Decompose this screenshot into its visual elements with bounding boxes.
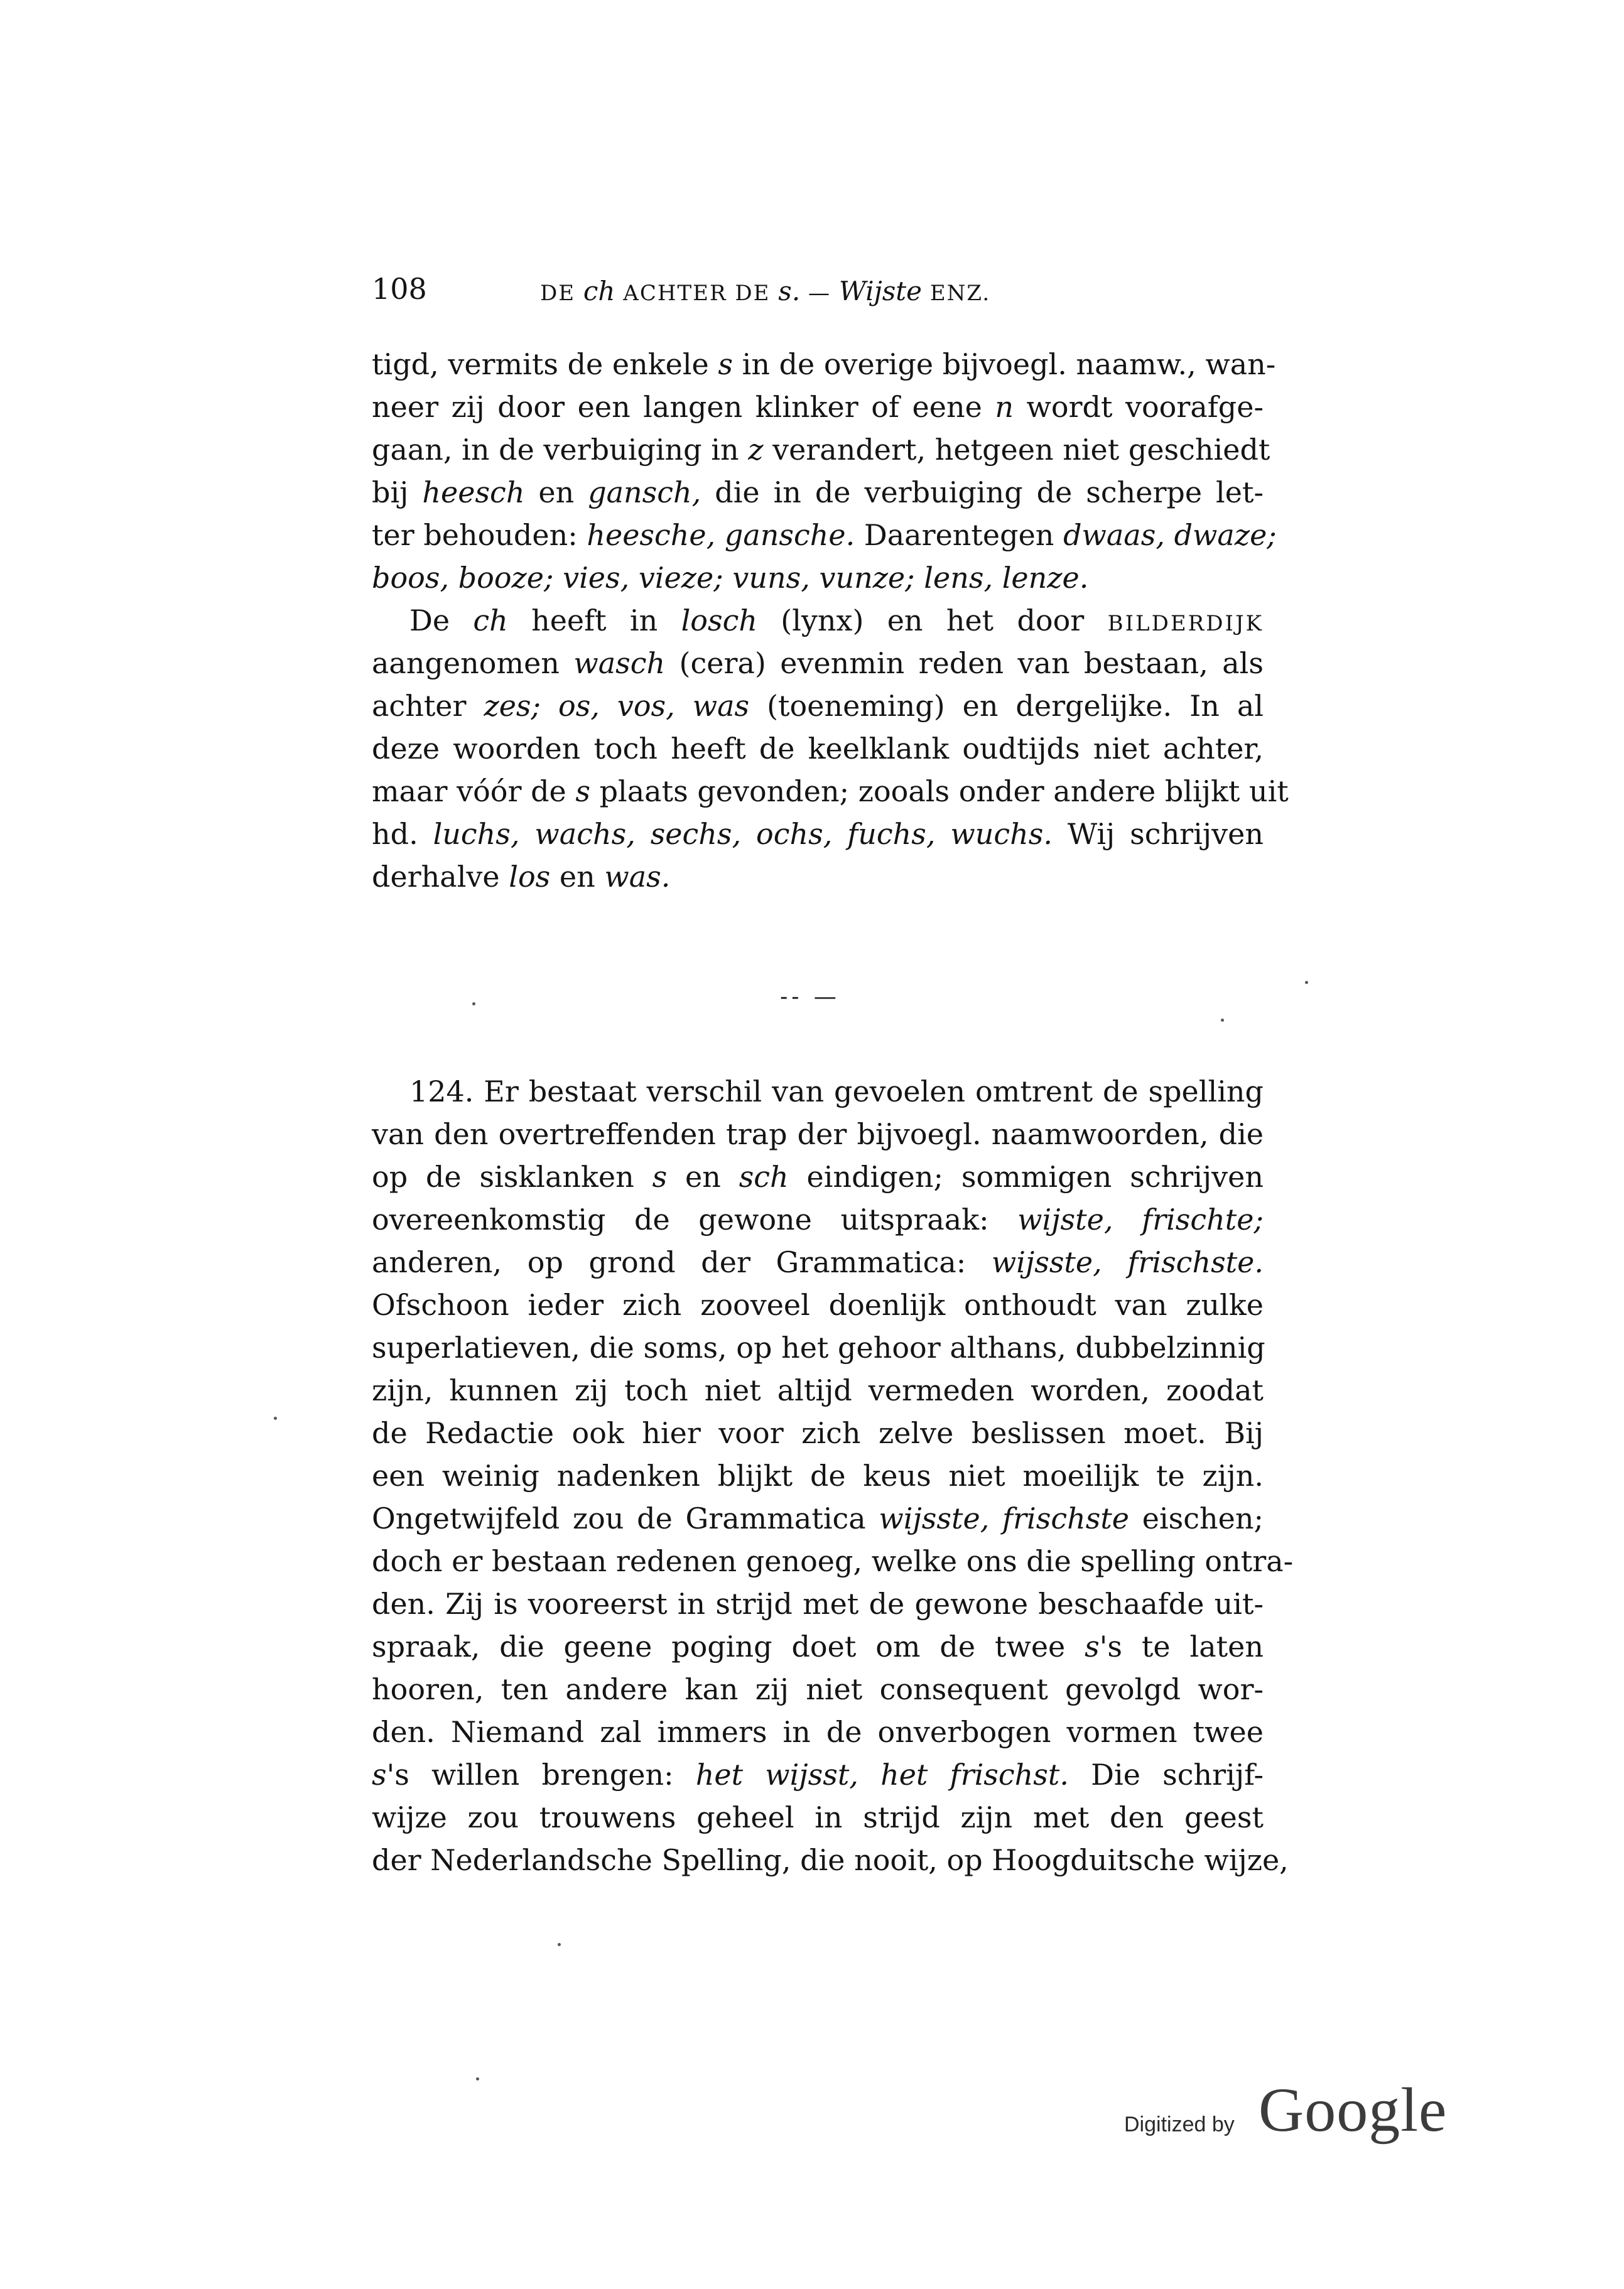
text-run: aangenomen [372,646,574,680]
text-run: doch er bestaan redenen genoeg, welke ons die spelling ontra- [372,1544,1294,1578]
italic-term: heesch [422,475,525,509]
text-run: 124. Er bestaat verschil van gevoelen omtrent de spelling [409,1074,1264,1108]
text-run: wordt voorafge- [1013,390,1264,424]
text-run: Daarentegen [855,518,1064,552]
running-header [372,270,1270,308]
print-speck [558,1943,561,1946]
text-line [372,1668,1264,1711]
text-run: eindigen; sommigen schrijven [788,1160,1264,1194]
text-run: een weinig nadenken blijkt de keus niet moeilijk te zijn. [372,1459,1264,1493]
text-line [372,386,1264,428]
text-run: van den overtreffenden trap der bijvoegl. naamwoorden, die [372,1117,1264,1151]
text-run: den. Niemand zal immers in de onverbogen vormen twee [372,1715,1264,1749]
italic-term: wijsste, frischste. [991,1245,1264,1279]
text-run: maar vóór de [372,774,576,808]
text-line [372,855,1264,898]
text-run: neer zij door een langen klinker of eene [372,390,995,424]
italic-term: wasch [573,646,666,680]
small-caps-name: BILDERDIJK [1107,611,1264,636]
text-run: 's te laten [1099,1630,1264,1664]
text-run: zijn, kunnen zij toch niet altijd vermeden worden, zoodat [372,1373,1264,1407]
text-line [372,813,1264,855]
section-separator: -- — [780,984,840,1010]
italic-term: het wijsst, het frischst. [695,1758,1069,1792]
italic-term: heesche, gansche. [587,518,855,552]
italic-term: wijsste, frischste [879,1502,1130,1535]
text-run: gaan, in de verbuiging in [372,433,749,467]
text-run: de Redactie ook hier voor zich zelve beslissen moet. Bij [372,1416,1264,1450]
text-run: plaats gevonden; zooals onder andere blijkt uit [590,774,1289,808]
text-run: hd. [372,817,433,851]
text-run: 's willen brengen: [386,1758,696,1792]
italic-term: losch [681,603,757,637]
print-speck [472,1002,475,1005]
text-run: tigd, vermits de enkele [372,347,718,381]
text-run: anderen, op grond der Grammatica: [372,1245,992,1279]
text-run: derhalve [372,860,509,894]
text-run: en [667,1160,739,1194]
text-line [372,428,1270,471]
text-line [372,685,1264,727]
text-line [372,1540,1294,1583]
italic-term: s [718,347,733,381]
italic-term: luchs, wachs, sechs, ochs, fuchs, wuchs. [433,817,1053,851]
italic-term: boos, booze; vies, vieze; vuns, vunze; lens, lenze. [372,561,1089,595]
text-run: der Nederlandsche Spelling, die nooit, op Hoogduitsche wijze, [372,1843,1289,1877]
text-line [372,1326,1264,1369]
text-line [372,599,1264,642]
italic-term: z [748,433,764,467]
text-line [372,1454,1264,1497]
italic-term: s [652,1160,668,1194]
text-line [372,1839,1289,1881]
text-run: die in de verbuiging de scherpe let- [701,475,1264,509]
text-run: bij [372,475,423,509]
text-run: spraak, die geene poging doet om de twee [372,1630,1085,1664]
text-line [372,642,1264,685]
text-block-continuation [372,343,1289,898]
text-line [372,556,1264,599]
text-run: ter behouden: [372,518,587,552]
running-head: DE ch ACHTER DE s. — Wijste ENZ. [540,276,991,306]
italic-term: s [372,1758,387,1792]
text-block-section-124 [372,1070,1294,1881]
italic-term: s [575,774,590,808]
text-line [372,1497,1264,1540]
italic-term: ch [473,603,508,637]
text-run: verandert, hetgeen niet geschiedt [763,433,1270,467]
italic-term: os, vos, was [558,689,750,723]
text-line [372,727,1264,770]
italic-term: n [995,390,1014,424]
text-run: deze woorden toch heeft de keelklank oudtijds niet achter, [372,732,1264,766]
digitized-by-google-watermark [1124,2076,1476,2151]
text-run: De [409,603,474,637]
italic-term: wijste, frischte; [1017,1203,1264,1236]
print-speck [476,2077,479,2081]
text-run: en [550,860,605,894]
text-line [372,1412,1264,1454]
watermark-prefix: Digitized by [1124,2113,1235,2136]
google-logo: Google [1259,2075,1448,2145]
italic-term: los [509,860,551,894]
text-line [372,1198,1264,1241]
text-run: hooren, ten andere kan zij niet consequent gevolgd wor- [372,1672,1264,1706]
text-line [372,514,1277,556]
italic-term: gansch, [588,475,701,509]
text-run: overeenkomstig de gewone uitspraak: [372,1203,1018,1236]
text-line [372,471,1264,514]
text-run: eischen; [1129,1502,1264,1535]
text-run: op de sisklanken [372,1160,652,1194]
text-line [372,1369,1264,1412]
print-speck [274,1417,277,1420]
print-speck [1305,981,1308,984]
text-run: heeft in [507,603,681,637]
italic-term: was. [604,860,671,894]
text-run: Wij schrijven [1052,817,1264,851]
text-line [372,1070,1264,1113]
text-line [372,1284,1264,1326]
text-run: Ofschoon ieder zich zooveel doenlijk onthoudt van zulke [372,1288,1264,1322]
italic-term: s [1085,1630,1100,1664]
text-run: wijze zou trouwens geheel in strijd zijn met den geest [372,1800,1264,1834]
text-line [372,1625,1264,1668]
print-speck [1221,1019,1224,1022]
text-run: en [524,475,588,509]
text-run: den. Zij is vooreerst in strijd met de gewone beschaafde uit- [372,1587,1264,1621]
text-run: superlatieven, die soms, op het gehoor althans, dubbelzinnig [372,1331,1265,1365]
text-run: Ongetwijfeld zou de Grammatica [372,1502,879,1535]
text-line [372,343,1276,386]
text-run: achter [372,689,484,723]
italic-term: sch [739,1160,789,1194]
text-run: in de overige bijvoegl. naamw., wan- [732,347,1276,381]
text-line [372,770,1289,813]
page-number: 108 [372,272,427,306]
text-line [372,1155,1264,1198]
text-line [372,1796,1264,1839]
text-line [372,1583,1264,1625]
text-line [372,1753,1264,1796]
text-run [541,689,558,723]
italic-term: zes; [484,689,541,723]
text-run: (cera) evenmin reden van bestaan, als [665,646,1264,680]
text-run: (toeneming) en dergelijke. In al [749,689,1264,723]
italic-term: dwaas, dwaze; [1063,518,1277,552]
text-line [372,1241,1264,1284]
text-line [372,1711,1264,1753]
text-line [372,1113,1264,1155]
text-run: Die schrijf- [1069,1758,1264,1792]
text-run: (lynx) en het door [757,603,1108,637]
